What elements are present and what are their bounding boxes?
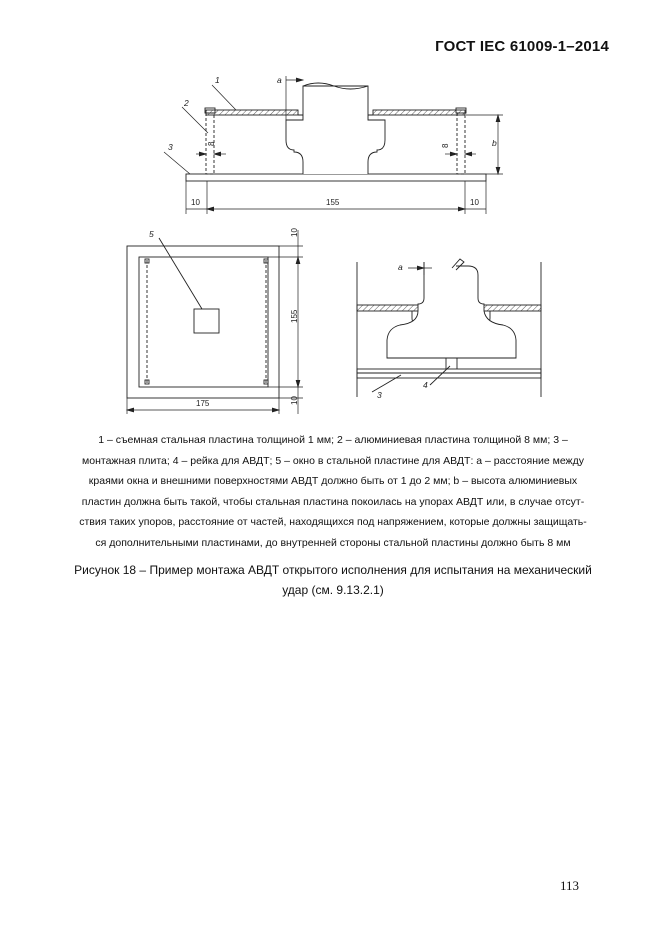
- dim-b: [466, 115, 503, 174]
- label-155-plan: 155: [290, 309, 299, 323]
- label-b: b: [492, 138, 497, 148]
- legend-line: ся дополнительными пластинами, до внутренней стороны стальной пластины должно быть 8 мм: [95, 536, 571, 549]
- dim-8-right: [445, 152, 476, 156]
- label-155-bottom: 155: [326, 198, 340, 207]
- callout-4: 4: [423, 380, 428, 390]
- plan-outer: [127, 246, 279, 398]
- legend-line: монтажная плита; 4 – рейка для АВДТ; 5 – окно в стальной пластине для АВДТ: a – расстояние между: [82, 454, 584, 467]
- page-number: 113: [559, 878, 579, 893]
- label-175: 175: [196, 399, 210, 408]
- figure-title-line: Рисунок 18 – Пример монтажа АВДТ открытого исполнения для испытания на механический: [74, 563, 592, 577]
- legend-line: пластин должна быть такой, чтобы стальная пластина покоилась на упорах АВДТ или, в случае отсут-: [81, 495, 585, 508]
- side-section-view: [186, 83, 486, 181]
- label-10-right: 10: [470, 198, 479, 207]
- label-8-left: 8: [207, 141, 216, 146]
- label-10-plan-top: 10: [290, 228, 299, 237]
- mounting-plate: [186, 174, 486, 181]
- steel-plate-left: [206, 110, 298, 115]
- device-body: [286, 86, 385, 174]
- figure-title: [60, 560, 606, 600]
- legend-line: краями окна и внешними поверхностями АВДТ должно быть от 1 до 2 мм; b – высота алюминиевых: [88, 475, 578, 488]
- label-10-plan-bottom: 10: [290, 396, 299, 405]
- figure-title-line: удар (см. 9.13.2.1): [282, 583, 384, 597]
- callout-3-top: 3: [168, 142, 173, 152]
- detail-steel-right: [478, 305, 541, 311]
- callout-2: 2: [184, 98, 189, 108]
- callout-leaders-top: [164, 85, 236, 174]
- device-window: [194, 309, 219, 333]
- legend-line: 1 – съемная стальная пластина толщиной 1 мм; 2 – алюминиевая пластина толщиной 8 мм; 3 –: [98, 434, 568, 446]
- callout-3-detail: 3: [377, 390, 382, 400]
- label-8-right: 8: [441, 143, 450, 148]
- legend-line: ствия таких упоров, расстояние от частей, находящихся под напряжением, которые должны защищать-: [79, 516, 587, 529]
- callout-1: 1: [215, 75, 220, 85]
- mounting-figure: [0, 0, 661, 420]
- label-10-left: 10: [191, 198, 200, 207]
- detail-view: [357, 259, 541, 397]
- detail-steel-left: [357, 305, 424, 311]
- plan-view: [127, 238, 279, 398]
- dim-8-left: [196, 152, 226, 156]
- callout-5: 5: [149, 229, 154, 239]
- plan-inner: [139, 257, 268, 387]
- steel-plate-right: [373, 110, 465, 115]
- figure-legend: [72, 430, 594, 554]
- detail-rail: [357, 369, 541, 378]
- label-a-detail: a: [398, 262, 403, 272]
- label-a-top: a: [277, 75, 282, 85]
- standard-header: ГОСТ IEC 61009-1–2014: [435, 38, 609, 55]
- aluminium-plate-right: [457, 113, 465, 174]
